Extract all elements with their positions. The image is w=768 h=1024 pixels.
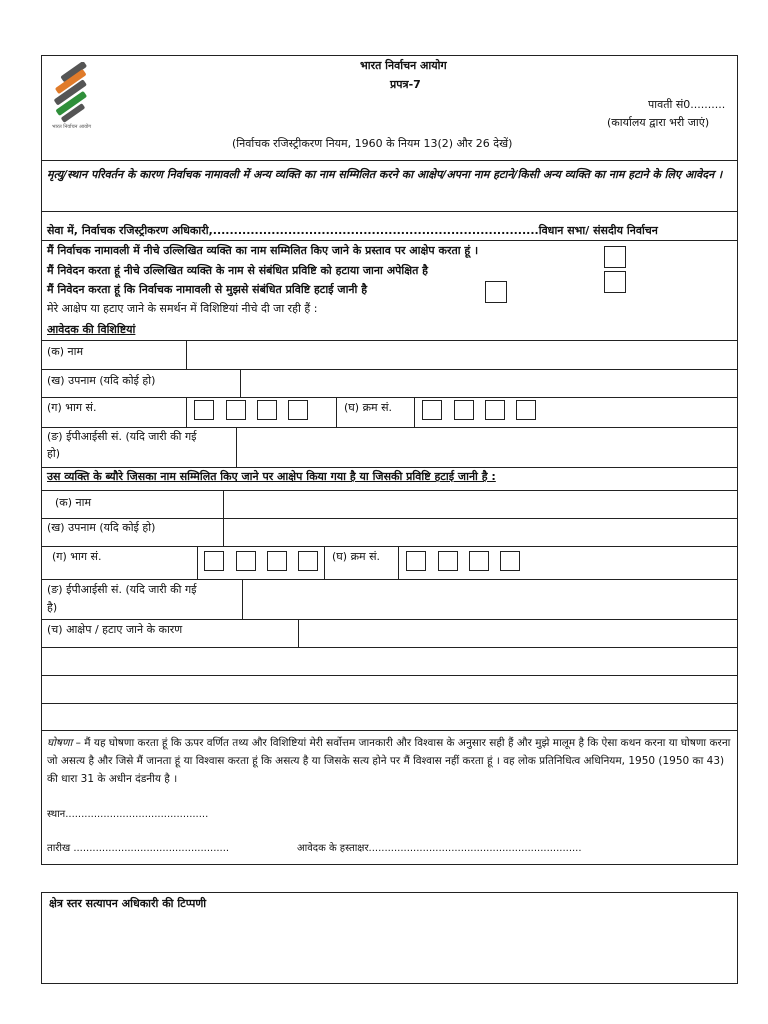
applicant-heading: आवेदक की विशिष्टियां bbox=[47, 323, 136, 336]
reason-input[interactable] bbox=[299, 620, 737, 647]
applicant-serial-box-4[interactable] bbox=[516, 400, 536, 420]
objected-serial-box-2[interactable] bbox=[438, 551, 458, 571]
objected-heading: उस व्यक्ति के ब्यौरे जिसका नाम सम्मिलित किए जाने पर आक्षेप किया गया है या जिसकी प्रविष्टि हटाई जानी है : bbox=[47, 470, 496, 483]
declaration bbox=[47, 734, 733, 788]
objected-epic-label: (ङ) ईपीआईसी सं. (यदि जारी की गई bbox=[47, 583, 197, 596]
applicant-name-input[interactable] bbox=[187, 341, 737, 369]
statement-objection: मैं निर्वाचक नामावली में नीचे उल्लिखित व्यक्ति का नाम सम्मिलित किए जाने के प्रस्ताव पर आक्षेप करता हूं । bbox=[47, 244, 479, 257]
checkbox-delete-other[interactable] bbox=[604, 271, 626, 293]
checkbox-delete-self[interactable] bbox=[485, 281, 507, 303]
reason-label: (च) आक्षेप / हटाए जाने के कारण bbox=[47, 623, 183, 636]
org-title: भारत निर्वाचन आयोग bbox=[360, 59, 447, 72]
applicant-name-label: (क) नाम bbox=[47, 345, 84, 358]
applicant-epic-label-2: हो) bbox=[47, 447, 60, 460]
applicant-surname-input[interactable] bbox=[241, 370, 737, 397]
objected-part-box-1[interactable] bbox=[204, 551, 224, 571]
objected-name-input[interactable] bbox=[224, 491, 737, 518]
applicant-serial-box-3[interactable] bbox=[485, 400, 505, 420]
support-note: मेरे आक्षेप या हटाए जाने के समर्थन में विशिष्टियां नीचे दी जा रही हैं : bbox=[47, 302, 318, 315]
form-number: प्रपत्र-7 bbox=[390, 78, 421, 91]
statement-delete-other: मैं निवेदन करता हूं नीचे उल्लिखित व्यक्ति के नाम से संबंधित प्रविष्टि को हटाया जाना अपेक्षित है bbox=[47, 264, 429, 277]
addressee-line: सेवा में, निर्वाचक रजिस्ट्रीकरण अधिकारी,..............................................................................विधान सभा/ संसदीय निर्वाचन bbox=[47, 224, 658, 237]
reason-line-3[interactable] bbox=[42, 676, 737, 703]
date-field[interactable]: तारीख ................................................. bbox=[47, 843, 230, 854]
declaration-text: – मैं यह घोषणा करता हूं कि ऊपर वर्णित तथ्य और विशिष्टियां मेरी सर्वोत्तम जानकारी और विश्वास के अनुसार सही हैं और मुझे मालूम है कि ऐसा कथन करना या घोषणा करना जो असत्य है और जिसे मैं जानता हूं या विश्वास करता हूं कि असत्य है या जिसके सत्य होने पर मैं विश्वास नहीं करता हूं । वह लोक प्रतिनिधित्व अधिनियम, 1950 (1950 का 43) की धारा 31 के अधीन दंडनीय है । bbox=[47, 737, 731, 785]
applicant-serial-label: (घ) क्रम सं. bbox=[344, 401, 393, 414]
verification-comment-title: क्षेत्र स्तर सत्यापन अधिकारी की टिप्पणी bbox=[49, 897, 207, 910]
reason-line-4[interactable] bbox=[42, 704, 737, 730]
declaration-label: घोषणा bbox=[47, 737, 73, 749]
reason-line-2[interactable] bbox=[42, 648, 737, 675]
objected-part-box-3[interactable] bbox=[267, 551, 287, 571]
applicant-part-label: (ग) भाग सं. bbox=[47, 401, 97, 414]
applicant-epic-label: (ङ) ईपीआईसी सं. (यदि जारी की गई bbox=[47, 430, 197, 443]
objected-surname-input[interactable] bbox=[224, 519, 737, 546]
rule-reference: (निर्वाचक रजिस्ट्रीकरण नियम, 1960 के नियम 13(2) और 26 देखें) bbox=[232, 137, 513, 150]
signature-field[interactable]: आवेदक के हस्ताक्षर................................................................... bbox=[297, 843, 582, 854]
application-title: मृत्यु/स्थान परिवर्तन के कारण निर्वाचक नामावली में अन्य व्यक्ति का नाम सम्मिलित करने का आक्षेप/अपना नाम हटाने/किसी अन्य व्यक्ति का नाम हटाने के लिए आवेदन । bbox=[47, 168, 723, 181]
objected-epic-label-2: है) bbox=[47, 601, 58, 614]
objected-part-box-4[interactable] bbox=[298, 551, 318, 571]
objected-part-box-2[interactable] bbox=[236, 551, 256, 571]
statement-delete-self: मैं निवेदन करता हूं कि निर्वाचक नामावली से मुझसे संबंधित प्रविष्टि हटाई जानी है bbox=[47, 283, 368, 296]
objected-serial-label: (घ) क्रम सं. bbox=[332, 550, 381, 563]
applicant-serial-box-1[interactable] bbox=[422, 400, 442, 420]
office-use-note: (कार्यालय द्वारा भरी जाएं) bbox=[607, 116, 710, 129]
objected-serial-box-4[interactable] bbox=[500, 551, 520, 571]
objected-serial-box-1[interactable] bbox=[406, 551, 426, 571]
objected-part-label: (ग) भाग सं. bbox=[52, 550, 102, 563]
applicant-part-box-3[interactable] bbox=[257, 400, 277, 420]
objected-surname-label: (ख) उपनाम (यदि कोई हो) bbox=[47, 521, 156, 534]
eci-logo-icon bbox=[46, 62, 102, 132]
applicant-surname-label: (ख) उपनाम (यदि कोई हो) bbox=[47, 374, 156, 387]
applicant-part-box-2[interactable] bbox=[226, 400, 246, 420]
objected-name-label: (क) नाम bbox=[55, 496, 92, 509]
applicant-epic-input[interactable] bbox=[237, 428, 737, 467]
objected-epic-input[interactable] bbox=[243, 580, 737, 619]
receipt-number: पावती सं0.......... bbox=[648, 98, 726, 111]
applicant-serial-box-2[interactable] bbox=[454, 400, 474, 420]
svg-text:भारत निर्वाचन आयोग: भारत निर्वाचन आयोग bbox=[52, 124, 92, 130]
applicant-part-box-1[interactable] bbox=[194, 400, 214, 420]
applicant-part-box-4[interactable] bbox=[288, 400, 308, 420]
checkbox-objection[interactable] bbox=[604, 246, 626, 268]
objected-serial-box-3[interactable] bbox=[469, 551, 489, 571]
place-field[interactable]: स्थान............................................. bbox=[47, 809, 209, 820]
